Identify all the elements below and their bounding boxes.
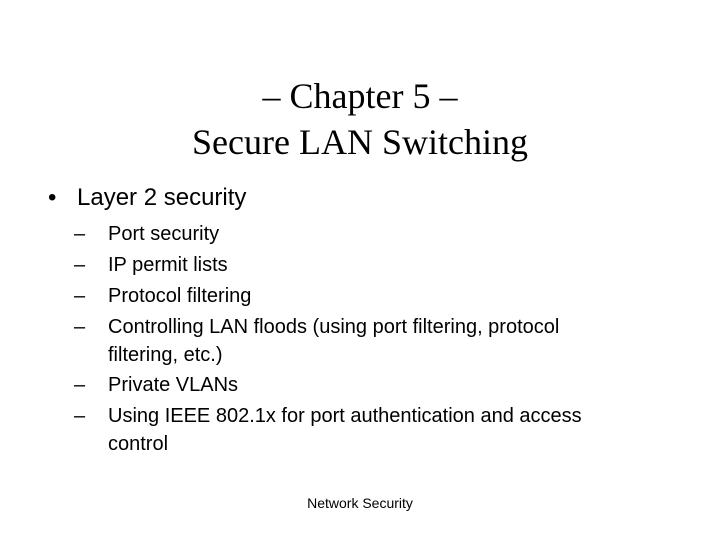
sub-bullet-text: Private VLANs: [108, 374, 239, 396]
sub-bullet-dash: –: [74, 374, 86, 396]
slide-footer: Network Security: [307, 495, 413, 511]
sub-bullet-dash: –: [74, 316, 86, 338]
sub-bullet-dash: –: [74, 405, 86, 427]
sub-bullet-text-continuation: filtering, etc.): [108, 344, 223, 366]
sub-bullet-dash: –: [74, 254, 86, 276]
sub-bullet-dash: –: [74, 223, 86, 245]
title-line-1: – Chapter 5 –: [262, 76, 458, 116]
title-line-2: Secure LAN Switching: [192, 122, 528, 162]
bullet-marker: •: [48, 184, 57, 211]
sub-bullet-text: Protocol filtering: [108, 285, 252, 307]
sub-bullet-dash: –: [74, 285, 86, 307]
sub-bullet-text: IP permit lists: [108, 254, 228, 276]
main-bullet-text: Layer 2 security: [77, 184, 247, 211]
sub-bullet-text: Controlling LAN floods (using port filtering, protocol: [108, 316, 560, 338]
sub-bullet-text: Using IEEE 802.1x for port authentication and access: [108, 405, 582, 427]
sub-bullet-text-continuation: control: [108, 433, 169, 455]
sub-bullet-text: Port security: [108, 223, 220, 245]
